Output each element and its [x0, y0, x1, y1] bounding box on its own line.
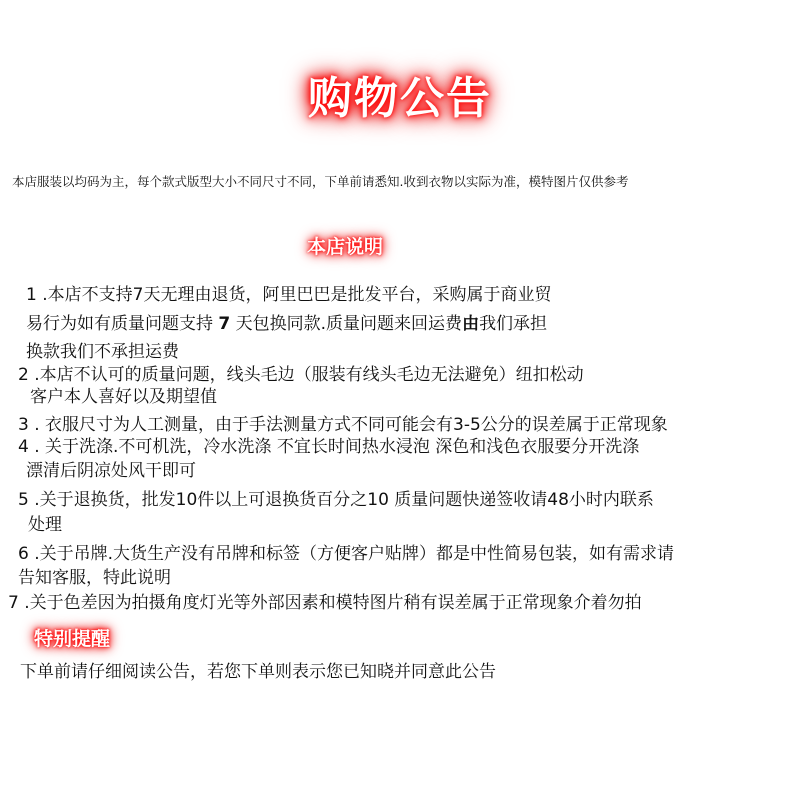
shop-notice: 本店服装以均码为主，每个款式版型大小不同尺寸不同，下单前请悉知.收到衣物以实际为准，模特图片仅供参考: [12, 174, 629, 189]
closing-statement: 下单前请仔细阅读公告，若您下单则表示您已知晓并同意此公告: [20, 662, 496, 682]
rule-5-line-1: 5 .关于退换货，批发10件以上可退换货百分之10 质量问题快递签收请48小时内联系: [18, 490, 654, 510]
rule-7: 7 .关于色差因为拍摄角度灯光等外部因素和模特图片稍有误差属于正常现象介着勿拍: [8, 593, 642, 613]
page-title: 购物公告: [308, 73, 492, 124]
rule-2-line-2: 客户本人喜好以及期望值: [30, 387, 217, 407]
shop-description-heading: 本店说明: [307, 236, 384, 258]
rule-1-line-2-part-c: 我们承担: [479, 314, 548, 334]
rule-1-line-2-part-a: 易行为如有质量问题支持: [26, 314, 213, 334]
rule-4-line-2: 漂清后阴凉处风干即可: [26, 461, 196, 481]
rule-6-line-1: 6 .关于吊牌.大货生产没有吊牌和标签（方便客户贴牌）都是中性简易包装，如有需求请: [18, 544, 675, 564]
rule-1-line-3: 换款我们不承担运费: [26, 342, 179, 362]
rule-1-line-2-bold-you: 由: [462, 314, 480, 334]
rule-4-line-1: 4 . 关于洗涤.不可机洗，冷水洗涤 不宜长时间热水浸泡 深色和浅色衣服要分开洗涤: [18, 437, 640, 457]
special-reminder-heading: 特别提醒: [34, 628, 111, 650]
rule-1-line-2: [26, 312, 547, 336]
rule-1-line-2-part-b: 天包换同款.质量问题来回运费: [235, 314, 463, 334]
rule-3: 3 . 衣服尺寸为人工测量，由于手法测量方式不同可能会有3-5公分的误差属于正常现象: [18, 415, 668, 435]
rule-5-line-2: 处理: [28, 515, 62, 535]
rule-1-line-2-bold-seven: 7: [218, 314, 231, 334]
rule-2-line-1: 2 .本店不认可的质量问题，线头毛边（服装有线头毛边无法避免）纽扣松动: [18, 365, 584, 385]
rule-1-line-1: 1 .本店不支持7天无理由退货，阿里巴巴是批发平台，采购属于商业贸: [26, 285, 552, 305]
rule-6-line-2: 告知客服，特此说明: [18, 568, 171, 588]
